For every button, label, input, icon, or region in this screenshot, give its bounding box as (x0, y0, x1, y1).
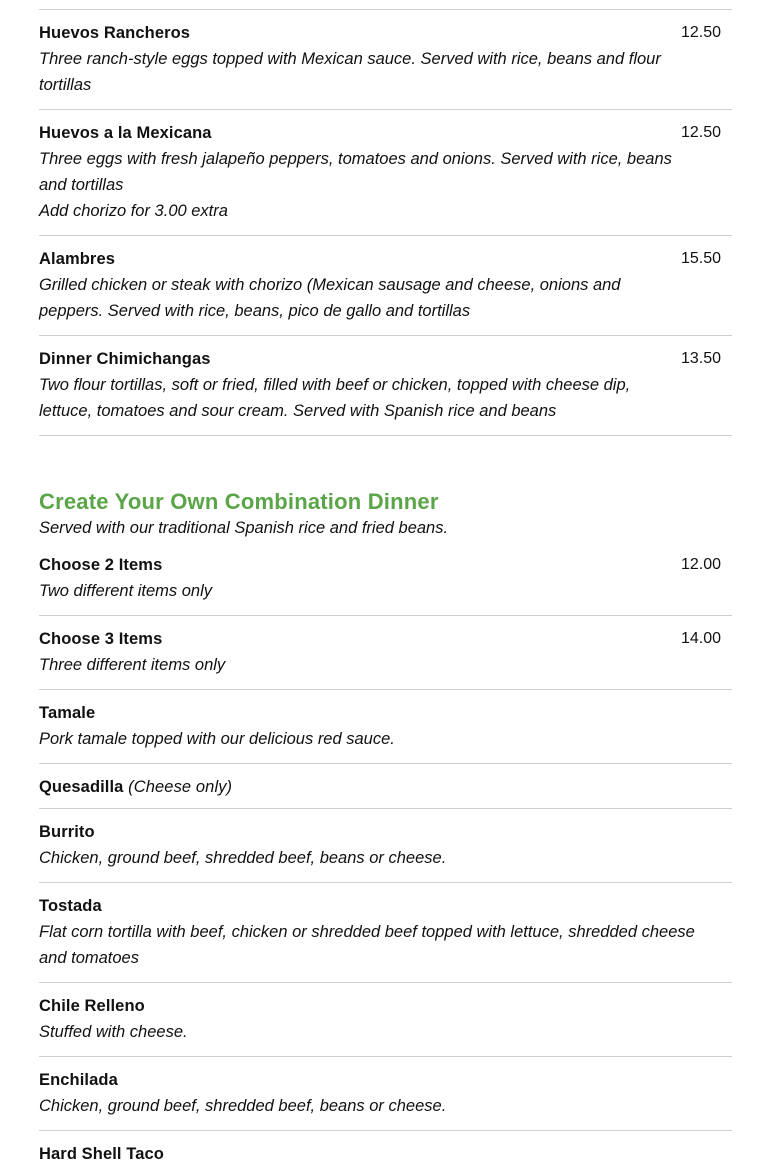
menu-item-choose-3-items (39, 615, 732, 689)
menu-item-huevos-rancheros (39, 9, 732, 109)
menu-item-huevos-a-la-mexicana (39, 109, 732, 235)
section-subtitle: Served with our traditional Spanish rice and fried beans. (39, 519, 449, 537)
item-description: Three ranch-style eggs topped with Mexican sauce. Served with rice, beans and flour tortillas (39, 50, 661, 94)
section-title: Create Your Own Combination Dinner (39, 489, 439, 514)
item-note: (Cheese only) (128, 778, 233, 796)
item-name: Huevos a la Mexicana (39, 124, 212, 142)
item-description: Two flour tortillas, soft or fried, filled with beef or chicken, topped with cheese dip, lettuce, tomatoes and sour cream. Served with Spanish rice and beans (39, 376, 631, 420)
menu-item-hard-shell-taco (39, 1130, 732, 1175)
item-description: Three different items only (39, 656, 226, 674)
menu-item-enchilada (39, 1056, 732, 1130)
item-price: 12.50 (680, 124, 721, 141)
menu-item-tostada (39, 882, 732, 982)
item-name: Tostada (39, 897, 102, 915)
menu-page (39, 9, 732, 1175)
menu-item-dinner-chimichangas (39, 335, 732, 435)
menu-item-tamale (39, 689, 732, 763)
item-description: Chicken, ground beef, shredded beef, beans or cheese. (39, 849, 447, 867)
menu-item-alambres (39, 235, 732, 335)
menu-item-choose-2-items (39, 549, 732, 615)
item-name: Enchilada (39, 1071, 118, 1089)
item-price: 13.50 (680, 350, 721, 367)
section-divider (39, 435, 732, 436)
menu-item-burrito (39, 808, 732, 882)
item-name: Dinner Chimichangas (39, 350, 211, 368)
item-price: 12.50 (680, 24, 721, 41)
item-description: Chicken, ground beef, shredded beef, beans or cheese. (39, 1097, 447, 1115)
item-description: Grilled chicken or steak with chorizo (Mexican sausage and cheese, onions and peppers. Served with rice, beans, pico de gallo and tortillas (39, 276, 621, 320)
item-name: Choose 2 Items (39, 556, 163, 574)
item-name: Choose 3 Items (39, 630, 163, 648)
section-header (39, 488, 732, 539)
item-description: Flat corn tortilla with beef, chicken or shredded beef topped with lettuce, shredded cheese and tomatoes (39, 923, 695, 967)
item-name: Tamale (39, 704, 96, 722)
item-name: Alambres (39, 250, 116, 268)
item-description: Two different items only (39, 582, 213, 600)
item-price: 12.00 (680, 556, 721, 573)
item-price: 14.00 (680, 630, 721, 647)
item-name: Huevos Rancheros (39, 24, 191, 42)
item-name: Hard Shell Taco (39, 1145, 164, 1163)
item-name: Burrito (39, 823, 95, 841)
menu-item-quesadilla (39, 763, 732, 808)
item-extra-note: Add chorizo for 3.00 extra (39, 202, 228, 220)
item-price: 15.50 (680, 250, 721, 267)
item-description: Three eggs with fresh jalapeño peppers, tomatoes and onions. Served with rice, beans and tortillas (39, 150, 672, 194)
item-description: Stuffed with cheese. (39, 1023, 188, 1041)
item-name-row (39, 777, 732, 797)
item-name: Chile Relleno (39, 997, 145, 1015)
item-name: Quesadilla (39, 778, 124, 796)
menu-item-chile-relleno (39, 982, 732, 1056)
item-description: Pork tamale topped with our delicious red sauce. (39, 730, 395, 748)
